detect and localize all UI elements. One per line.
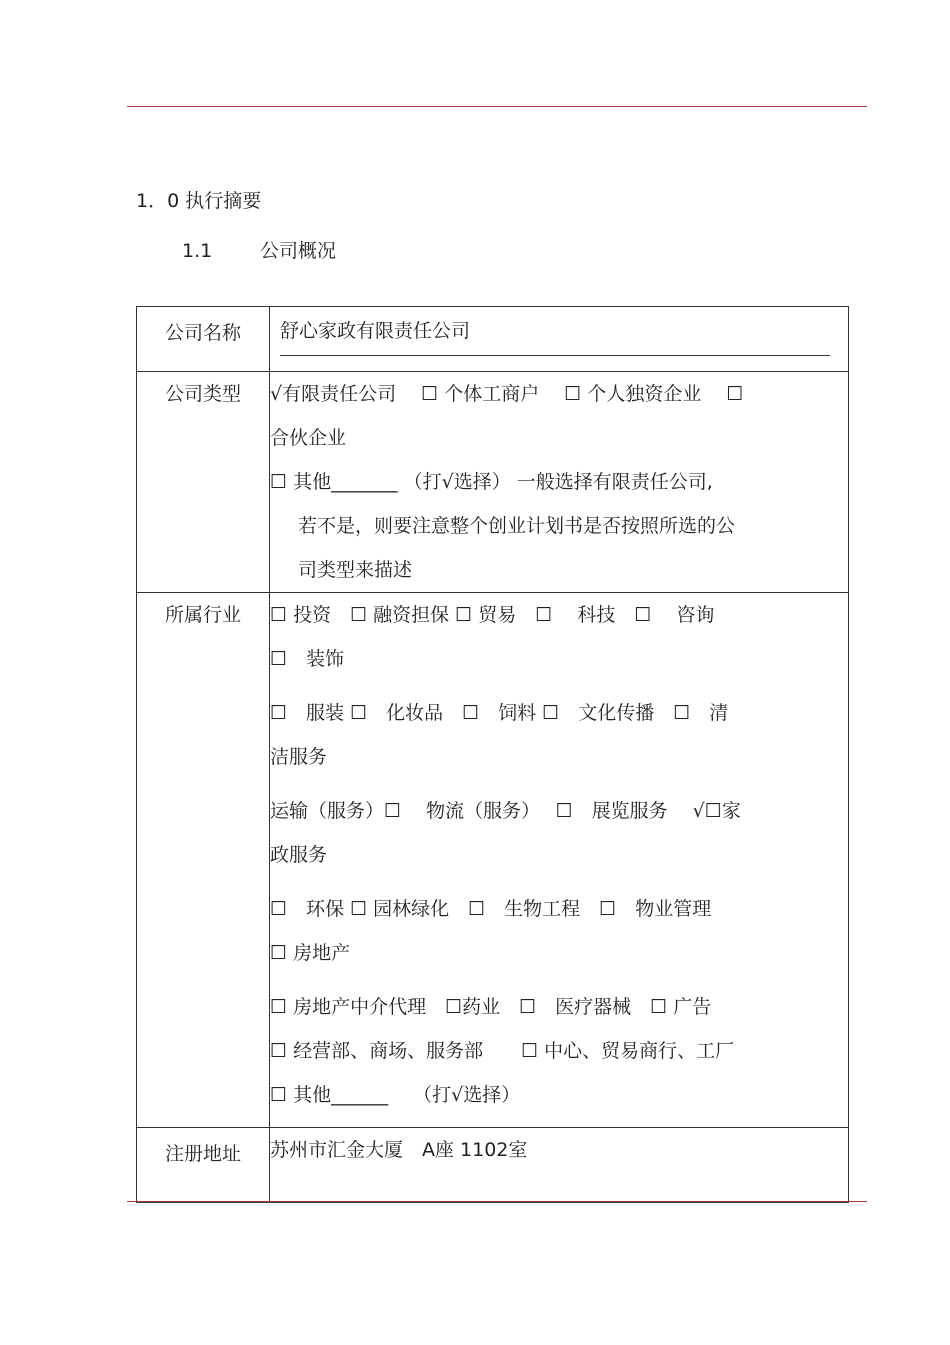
subsection-number: 1.1	[182, 240, 213, 262]
company-type-note: 若不是，则要注意整个创业计划书是否按照所选的公	[298, 515, 736, 537]
subsection-heading	[182, 236, 336, 263]
row-company-type	[137, 372, 849, 593]
company-overview-table	[136, 306, 849, 1203]
cell-company-name	[270, 307, 849, 372]
label-address: 注册地址	[137, 1128, 270, 1203]
industry-option-line: ☐ 房地产中介代理 ☐药业 ☐ 医疗器械 ☐ 广告	[270, 996, 712, 1018]
section-heading: 1．0 执行摘要	[136, 190, 262, 212]
label-industry: 所属行业	[137, 593, 270, 1128]
cell-company-type	[270, 372, 849, 593]
industry-option-line: ☐ 经营部、商场、服务部 ☐ 中心、贸易商行、工厂	[270, 1040, 735, 1062]
label-company-type: 公司类型	[137, 372, 270, 593]
cell-industry	[270, 593, 849, 1128]
company-name-value: 舒心家政有限责任公司	[280, 320, 471, 342]
row-company-name	[137, 307, 849, 372]
footer-rule	[127, 1201, 867, 1202]
industry-option-line: ☐ 装饰	[270, 648, 345, 670]
row-industry	[137, 593, 849, 1128]
company-type-note: 司类型来描述	[298, 559, 413, 581]
company-type-line: ☐ 其他_______ （打√选择） 一般选择有限责任公司,	[270, 471, 713, 493]
industry-option-line: ☐ 服装 ☐ 化妆品 ☐ 饲料 ☐ 文化传播 ☐ 清	[270, 702, 729, 724]
company-type-line: 合伙企业	[270, 427, 347, 449]
industry-option-line: ☐ 房地产	[270, 942, 351, 964]
industry-option-line: ☐ 环保 ☐ 园林绿化 ☐ 生物工程 ☐ 物业管理	[270, 898, 712, 920]
row-address	[137, 1128, 849, 1203]
company-type-line: √有限责任公司 ☐ 个体工商户 ☐ 个人独资企业 ☐	[270, 383, 744, 405]
subsection-title: 公司概况	[260, 240, 337, 262]
company-name-underline	[280, 355, 830, 356]
header-rule	[127, 106, 867, 107]
industry-option-line: 运输（服务）☐ 物流（服务） ☐ 展览服务 √☐家	[270, 800, 741, 822]
industry-option-line: ☐ 其他______ （打√选择）	[270, 1084, 521, 1106]
address-value: 苏州市汇金大厦 A座 1102室	[270, 1128, 849, 1203]
industry-option-line: 政服务	[270, 844, 328, 866]
label-company-name: 公司名称	[137, 307, 270, 372]
industry-option-line: 洁服务	[270, 746, 328, 768]
industry-option-line: ☐ 投资 ☐ 融资担保 ☐ 贸易 ☐ 科技 ☐ 咨询	[270, 604, 715, 626]
